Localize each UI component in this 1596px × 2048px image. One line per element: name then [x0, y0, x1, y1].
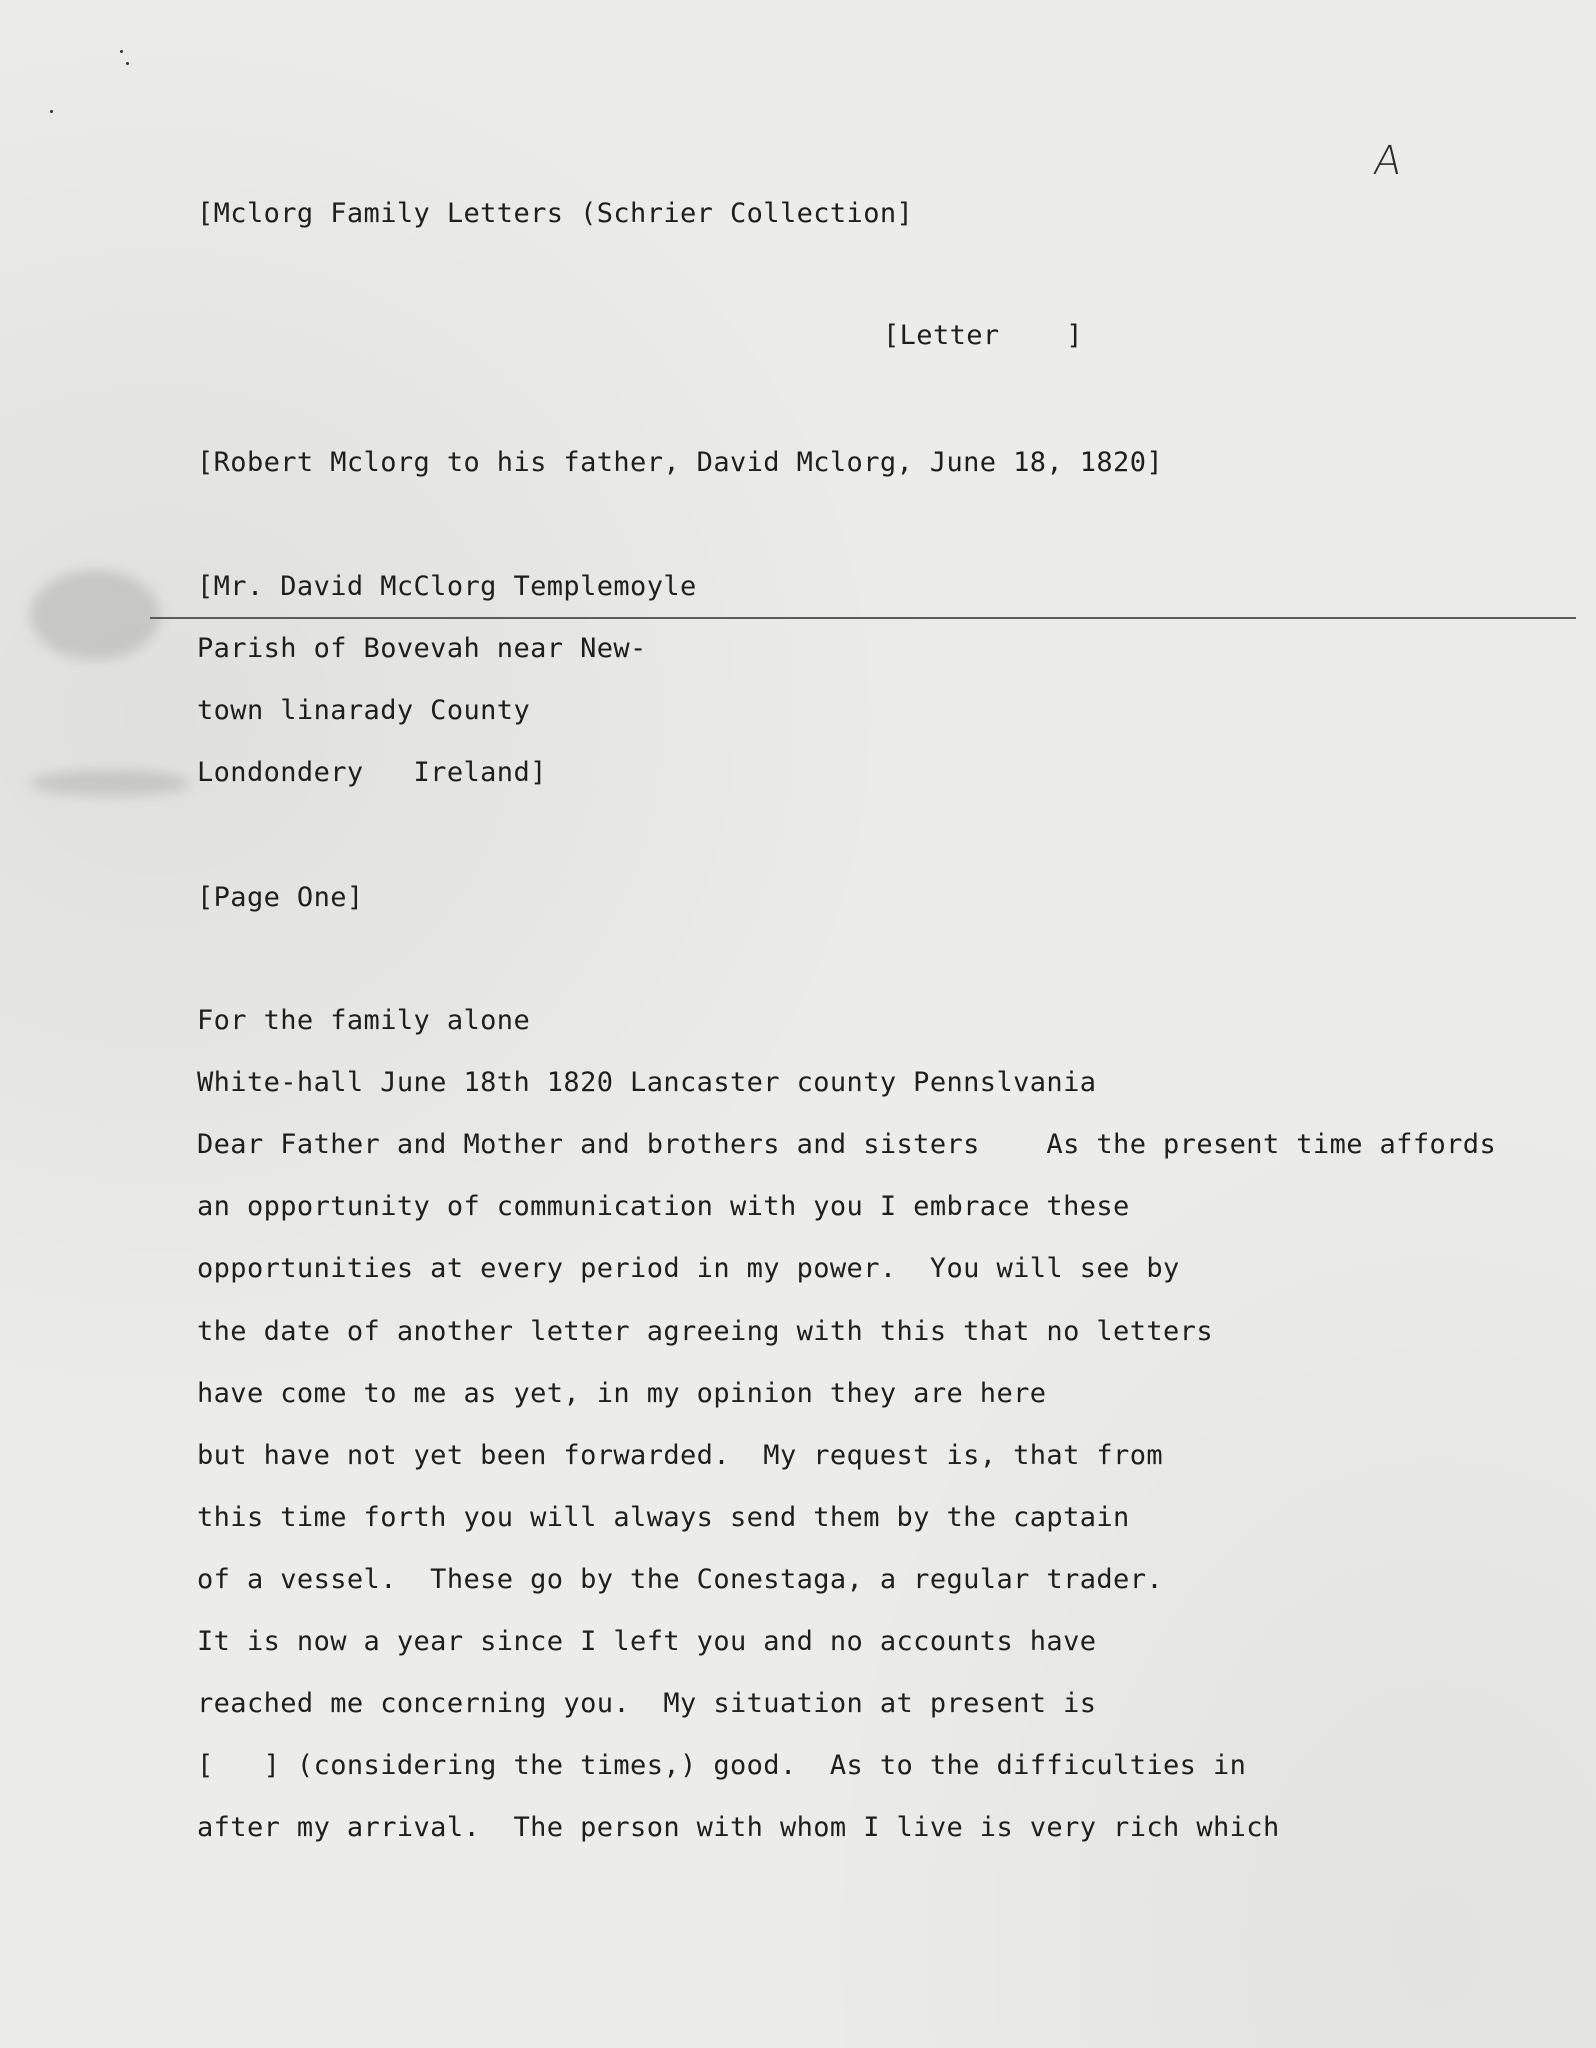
- body-line: have come to me as yet, in my opinion they are here: [197, 1378, 1047, 1409]
- corner-mark: A: [1370, 138, 1405, 184]
- horizontal-rule: [150, 617, 1576, 619]
- body-line: reached me concerning you. My situation at present is: [197, 1688, 1097, 1719]
- letter-label: [Letter ]: [883, 320, 1083, 351]
- scan-speck: [120, 50, 123, 53]
- page-label: [Page One]: [197, 882, 364, 913]
- scan-smudge: [30, 770, 190, 796]
- body-line: White-hall June 18th 1820 Lancaster county Pennslvania: [197, 1067, 1097, 1098]
- scan-speck: [126, 62, 129, 65]
- address-line: [Mr. David McClorg Templemoyle: [197, 571, 697, 602]
- body-line: [ ] (considering the times,) good. As to the difficulties in: [197, 1750, 1247, 1781]
- address-line: Londondery Ireland]: [197, 757, 547, 788]
- scan-smudge: [30, 570, 160, 660]
- body-line: the date of another letter agreeing with this that no letters: [197, 1316, 1213, 1347]
- collection-header: [Mclorg Family Letters (Schrier Collection]: [197, 198, 914, 229]
- body-line: For the family alone: [197, 1005, 531, 1036]
- letter-title: [Robert Mclorg to his father, David Mclorg, June 18, 1820]: [197, 447, 1164, 478]
- body-line: after my arrival. The person with whom I live is very rich which: [197, 1812, 1280, 1843]
- body-line: of a vessel. These go by the Conestaga, a regular trader.: [197, 1564, 1164, 1595]
- scan-speck: [50, 110, 53, 113]
- body-line: but have not yet been forwarded. My request is, that from: [197, 1440, 1164, 1471]
- address-line: town linarady County: [197, 695, 531, 726]
- body-line: It is now a year since I left you and no accounts have: [197, 1626, 1097, 1657]
- body-line: an opportunity of communication with you I embrace these: [197, 1191, 1130, 1222]
- body-line: opportunities at every period in my power. You will see by: [197, 1253, 1180, 1284]
- address-line: Parish of Bovevah near New-: [197, 633, 647, 664]
- body-line: Dear Father and Mother and brothers and sisters As the present time affords: [197, 1129, 1497, 1160]
- body-line: this time forth you will always send them by the captain: [197, 1502, 1130, 1533]
